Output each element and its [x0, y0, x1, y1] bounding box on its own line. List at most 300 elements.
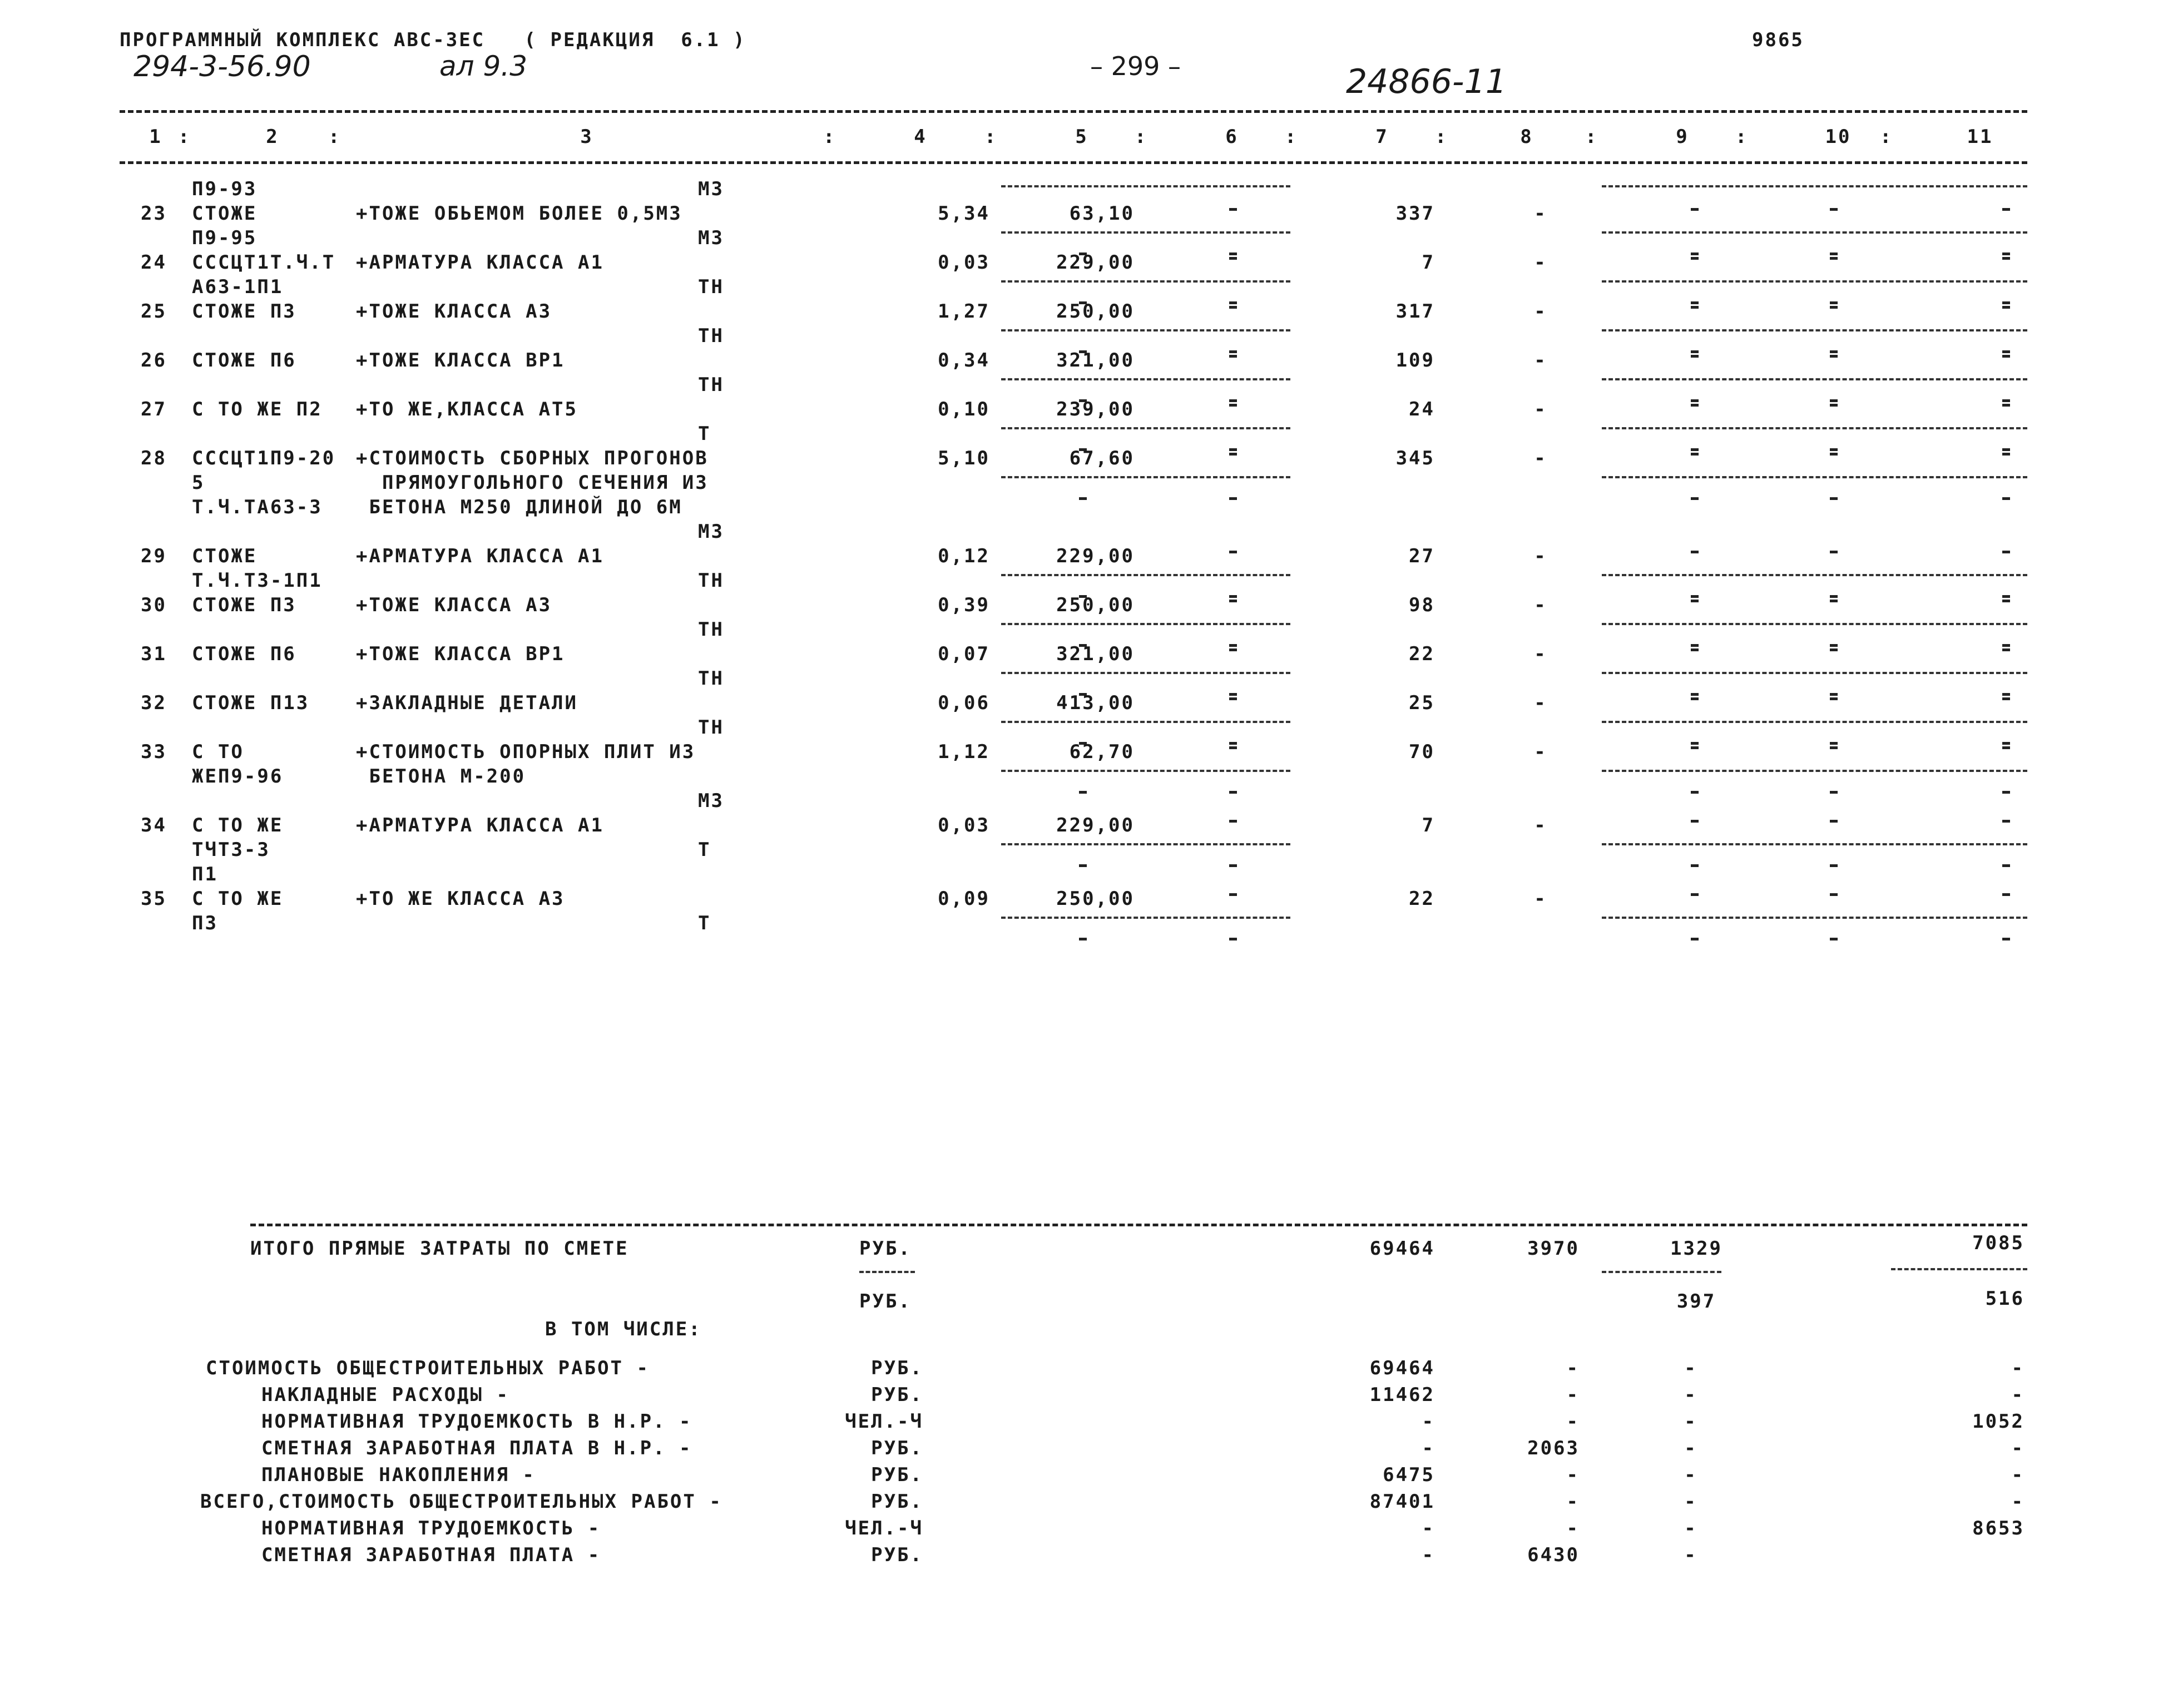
row-subrule-left [1001, 843, 1290, 845]
row-subrule-right [1602, 770, 2027, 772]
row-subrule-right [1602, 427, 2027, 429]
col11-dash [2002, 257, 2010, 260]
total-col8: 3970 [1527, 1237, 1580, 1260]
col9-dash [1691, 938, 1699, 940]
column-separator: : [1135, 126, 1148, 148]
summary-col8: - [1566, 1357, 1580, 1379]
row-col8: - [1534, 447, 1547, 469]
summary-col8: - [1566, 1410, 1580, 1433]
row-col8: - [1534, 251, 1547, 274]
row-code: ЖЕП9-96 [192, 765, 284, 788]
summary-col9: - [1684, 1357, 1697, 1379]
column-header-7: 7 [1375, 126, 1389, 148]
col10-dash [1830, 306, 1838, 309]
row-code: П3 [192, 912, 218, 934]
handwritten-album-ref: ал 9.3 [439, 50, 528, 82]
col10-dash [1830, 355, 1838, 358]
col9-dash [1691, 453, 1699, 456]
row-unit: Т [698, 839, 711, 861]
row-description: +ТОЖЕ КЛАССА ВР1 [356, 349, 565, 372]
row-code: ТЧТ3-3 [192, 839, 270, 861]
col6-dash [1229, 208, 1237, 211]
col10-dash [1830, 404, 1838, 407]
col6-dash [1229, 693, 1237, 696]
summary-col7: - [1422, 1437, 1435, 1459]
col6-dash [1229, 551, 1237, 553]
row-cost: 27 [1409, 545, 1435, 567]
row-code: А63-1П1 [192, 276, 284, 298]
summary-col11: - [2011, 1357, 2025, 1379]
row-subrule-left [1001, 672, 1290, 674]
row-unit-price: 250,00 [1056, 300, 1135, 323]
col10-dash [1830, 938, 1838, 940]
col11-dash [2002, 448, 2010, 451]
row-unit-price: 229,00 [1056, 814, 1135, 836]
first-subrule-left [1001, 185, 1290, 187]
col6-dash [1229, 864, 1237, 867]
column-separator: : [823, 126, 836, 148]
col10-dash [1830, 253, 1838, 255]
row-number: 33 [141, 741, 167, 763]
row-unit: ТН [698, 374, 724, 396]
row-unit-price: 239,00 [1056, 398, 1135, 420]
col11-underline [1891, 1268, 2027, 1270]
col9-dash [1691, 301, 1699, 304]
row-code: С ТО [192, 741, 244, 763]
summary-col9: - [1684, 1491, 1697, 1513]
column-separator: : [1880, 126, 1893, 148]
row-subrule-left [1001, 476, 1290, 478]
row-number: 35 [141, 888, 167, 910]
col9-dash [1691, 697, 1699, 700]
program-header: ПРОГРАММНЫЙ КОМПЛЕКС АВС-3ЕС ( РЕДАКЦИЯ 6.1 ) [120, 29, 746, 51]
summary-col11: - [2011, 1437, 2025, 1459]
col11-dash [2002, 497, 2010, 500]
col11-dash [2002, 208, 2010, 211]
row-col8: - [1534, 545, 1547, 567]
summary-col11: - [2011, 1464, 2025, 1486]
total-col7: 69464 [1369, 1237, 1435, 1260]
col6-dash [1229, 746, 1237, 749]
summary-unit: РУБ. [871, 1357, 923, 1379]
col10-dash [1830, 257, 1838, 260]
col6-dash [1229, 595, 1237, 598]
column-separator: : [1735, 126, 1749, 148]
column-separator: : [1585, 126, 1598, 148]
row-unit-price: 413,00 [1056, 692, 1135, 714]
col10-dash [1830, 746, 1838, 749]
row-unit-price: 63,10 [1069, 202, 1135, 225]
row-code: Т.Ч.Т3-1П1 [192, 570, 323, 592]
row-quantity: 5,10 [938, 447, 990, 469]
row-number: 24 [141, 251, 167, 274]
row-number: 26 [141, 349, 167, 372]
summary-unit: РУБ. [871, 1464, 923, 1486]
row-description: БЕТОНА М-200 [356, 765, 526, 788]
col6-dash [1229, 820, 1237, 823]
summary-col7: - [1422, 1517, 1435, 1539]
first-subrule-right [1602, 185, 2027, 187]
row-unit: ТН [698, 570, 724, 592]
row-cost: 7 [1422, 814, 1435, 836]
row-number: 27 [141, 398, 167, 420]
row-unit: ТН [698, 618, 724, 641]
col10-dash [1830, 742, 1838, 745]
row-code: СТОЖЕ П6 [192, 349, 296, 372]
column-header-6: 6 [1225, 126, 1239, 148]
row-col8: - [1534, 594, 1547, 616]
col11-dash [2002, 306, 2010, 309]
col9-dash [1691, 208, 1699, 211]
summary-unit: РУБ. [871, 1437, 923, 1459]
row-col8: - [1534, 741, 1547, 763]
row-cost: 24 [1409, 398, 1435, 420]
row-description: +ТО ЖЕ КЛАССА А3 [356, 888, 565, 910]
row-quantity: 0,09 [938, 888, 990, 910]
row-description: +ТОЖЕ ОБЬЕМОМ БОЛЕЕ 0,5М3 [356, 202, 682, 225]
row-number: 31 [141, 643, 167, 665]
col11-dash [2002, 551, 2010, 553]
col6-dash [1229, 355, 1237, 358]
column-header-3: 3 [580, 126, 593, 148]
row-cost: 337 [1395, 202, 1435, 225]
col10-dash [1830, 453, 1838, 456]
row-quantity: 0,07 [938, 643, 990, 665]
row-code: СТОЖЕ П3 [192, 594, 296, 616]
col9-dash [1691, 404, 1699, 407]
row-unit: ТН [698, 325, 724, 347]
column-header-5: 5 [1075, 126, 1088, 148]
row-subrule-right [1602, 280, 2027, 283]
col9-dash [1691, 600, 1699, 602]
row-code: 5 [192, 472, 205, 494]
row-unit-price: 250,00 [1056, 888, 1135, 910]
row-code: СТОЖЕ П13 [192, 692, 310, 714]
row-subrule-left [1001, 378, 1290, 380]
col10-dash [1830, 448, 1838, 451]
row-code: П9-95 [192, 227, 258, 249]
row-subrule-right [1602, 476, 2027, 478]
column-separator: : [984, 126, 998, 148]
summary-label: ПЛАНОВЫЕ НАКОПЛЕНИЯ - [261, 1464, 536, 1486]
row-cost: 22 [1409, 888, 1435, 910]
row-col8: - [1534, 202, 1547, 225]
col9-dash [1691, 742, 1699, 745]
col9-dash [1691, 648, 1699, 651]
col9-dash [1691, 595, 1699, 598]
row-code: СССЦТ1П9-20 [192, 447, 336, 469]
column-separator: : [1285, 126, 1298, 148]
handwritten-number: 24866-11 [1346, 62, 1507, 101]
col10-dash [1830, 697, 1838, 700]
col6-dash [1229, 257, 1237, 260]
col11-dash [2002, 791, 2010, 794]
column-header-2: 2 [266, 126, 279, 148]
row-unit-price: 229,00 [1056, 545, 1135, 567]
col5-dash [1079, 497, 1087, 500]
summary-unit: РУБ. [871, 1384, 923, 1406]
total-col11: 7085 [1972, 1232, 2025, 1254]
row-subrule-right [1602, 843, 2027, 845]
row-cost: 98 [1409, 594, 1435, 616]
row-code: С ТО ЖЕ [192, 814, 284, 836]
column-separator: : [1435, 126, 1448, 148]
summary-col9: - [1684, 1517, 1697, 1539]
col6-dash [1229, 938, 1237, 940]
row-subrule-left [1001, 623, 1290, 625]
col9-dash [1691, 893, 1699, 896]
summary-col9: - [1684, 1384, 1697, 1406]
column-separator: : [328, 126, 341, 148]
col5-dash [1079, 864, 1087, 867]
col6-dash [1229, 742, 1237, 745]
row-code: СССЦТ1Т.Ч.Т [192, 251, 336, 274]
unit-underline [859, 1271, 915, 1273]
total-rule [250, 1224, 2027, 1226]
col10-dash [1830, 595, 1838, 598]
row-col8: - [1534, 692, 1547, 714]
col10-dash [1830, 497, 1838, 500]
row-subrule-right [1602, 917, 2027, 919]
row-quantity: 0,39 [938, 594, 990, 616]
column-header-8: 8 [1520, 126, 1533, 148]
row-code: СТОЖЕ П6 [192, 643, 296, 665]
summary-label: СМЕТНАЯ ЗАРАБОТНАЯ ПЛАТА В Н.Р. - [261, 1437, 692, 1459]
column-header-1: 1 [149, 126, 162, 148]
col5-dash [1079, 791, 1087, 794]
col10-dash [1830, 350, 1838, 353]
row-unit: М3 [698, 227, 724, 249]
col11-dash [2002, 820, 2010, 823]
col11-dash [2002, 644, 2010, 647]
row-unit-price: 229,00 [1056, 251, 1135, 274]
summary-label: СМЕТНАЯ ЗАРАБОТНАЯ ПЛАТА - [261, 1544, 601, 1566]
row-subrule-left [1001, 231, 1290, 234]
col9-dash [1691, 864, 1699, 867]
row-subrule-right [1602, 329, 2027, 331]
row-col8: - [1534, 888, 1547, 910]
col9-dash [1691, 551, 1699, 553]
col9-dash [1691, 306, 1699, 309]
row-subrule-left [1001, 917, 1290, 919]
row-code: С ТО ЖЕ П2 [192, 398, 323, 420]
header-bottom-rule [120, 161, 2027, 164]
col6-dash [1229, 644, 1237, 647]
row-unit-price: 250,00 [1056, 594, 1135, 616]
row-cost: 109 [1395, 349, 1435, 372]
col11-dash [2002, 301, 2010, 304]
summary-col8: 2063 [1527, 1437, 1580, 1459]
summary-col11: - [2011, 1491, 2025, 1513]
total-label: ИТОГО ПРЯМЫЕ ЗАТРАТЫ ПО СМЕТЕ [250, 1237, 629, 1260]
total-unit2: РУБ. [859, 1290, 912, 1313]
col11-dash [2002, 355, 2010, 358]
col11-dash [2002, 746, 2010, 749]
summary-col8: 6430 [1527, 1544, 1580, 1566]
summary-label: СТОИМОСТЬ ОБЩЕСТРОИТЕЛЬНЫХ РАБОТ - [206, 1357, 650, 1379]
row-description: +АРМАТУРА КЛАССА А1 [356, 545, 604, 567]
row-code: П1 [192, 863, 218, 885]
col10-dash [1830, 864, 1838, 867]
col6-dash [1229, 791, 1237, 794]
summary-col11: 8653 [1972, 1517, 2025, 1539]
summary-col9: - [1684, 1410, 1697, 1433]
col10-dash [1830, 820, 1838, 823]
row-description: +ТОЖЕ КЛАССА А3 [356, 594, 552, 616]
col9-dash [1691, 399, 1699, 402]
col10-dash [1830, 301, 1838, 304]
row-quantity: 1,12 [938, 741, 990, 763]
col11-dash [2002, 648, 2010, 651]
summary-col8: - [1566, 1464, 1580, 1486]
row-code: СТОЖЕ [192, 202, 258, 225]
col11-dash [2002, 350, 2010, 353]
row-subrule-right [1602, 623, 2027, 625]
row-unit: ТН [698, 716, 724, 739]
row-cost: 345 [1395, 447, 1435, 469]
col6-dash [1229, 306, 1237, 309]
col9-dash [1691, 257, 1699, 260]
summary-col7: 69464 [1369, 1357, 1435, 1379]
col9-underline [1602, 1271, 1721, 1273]
col10-dash [1830, 791, 1838, 794]
col9-dash [1691, 355, 1699, 358]
col9-dash [1691, 644, 1699, 647]
row-subrule-right [1602, 672, 2027, 674]
row-description: +ЗАКЛАДНЫЕ ДЕТАЛИ [356, 692, 578, 714]
col6-dash [1229, 893, 1237, 896]
header-top-rule [120, 110, 2027, 113]
col9-dash [1691, 693, 1699, 696]
row-unit: М3 [698, 790, 724, 812]
row-unit: М3 [698, 178, 724, 200]
summary-label: НОРМАТИВНАЯ ТРУДОЕМКОСТЬ - [261, 1517, 601, 1539]
summary-col9: - [1684, 1464, 1697, 1486]
row-number: 25 [141, 300, 167, 323]
row-unit-price: 67,60 [1069, 447, 1135, 469]
row-number: 30 [141, 594, 167, 616]
col11-dash [2002, 595, 2010, 598]
row-cost: 317 [1395, 300, 1435, 323]
summary-unit: ЧЕЛ.-Ч [845, 1410, 923, 1433]
row-subrule-right [1602, 721, 2027, 723]
col6-dash [1229, 399, 1237, 402]
row-description: +АРМАТУРА КЛАССА А1 [356, 251, 604, 274]
total-col9b: 397 [1676, 1290, 1716, 1313]
col5-dash [1079, 938, 1087, 940]
col11-dash [2002, 453, 2010, 456]
row-code: Т.Ч.ТА63-3 [192, 496, 323, 518]
summary-unit: ЧЕЛ.-Ч [845, 1517, 923, 1539]
row-unit: Т [698, 423, 711, 445]
total-col9: 1329 [1670, 1237, 1722, 1260]
row-subrule-left [1001, 280, 1290, 283]
summary-col11: - [2011, 1384, 2025, 1406]
summary-col8: - [1566, 1384, 1580, 1406]
including-label: В ТОМ ЧИСЛЕ: [545, 1318, 702, 1340]
summary-col7: 87401 [1369, 1491, 1435, 1513]
row-description: +СТОИМОСТЬ ОПОРНЫХ ПЛИТ ИЗ [356, 741, 696, 763]
row-cost: 70 [1409, 741, 1435, 763]
col11-dash [2002, 399, 2010, 402]
row-col8: - [1534, 643, 1547, 665]
row-quantity: 0,12 [938, 545, 990, 567]
col11-dash [2002, 253, 2010, 255]
summary-label: НАКЛАДНЫЕ РАСХОДЫ - [261, 1384, 509, 1406]
summary-col8: - [1566, 1517, 1580, 1539]
document-code: 9865 [1752, 29, 1804, 51]
row-subrule-left [1001, 427, 1290, 429]
column-header-9: 9 [1676, 126, 1689, 148]
handwritten-project-ref: 294-3-56.90 [133, 50, 311, 83]
col11-dash [2002, 864, 2010, 867]
summary-col7: 6475 [1383, 1464, 1435, 1486]
summary-col11: 1052 [1972, 1410, 2025, 1433]
row-col8: - [1534, 300, 1547, 323]
summary-unit: РУБ. [871, 1491, 923, 1513]
row-description: +СТОИМОСТЬ СБОРНЫХ ПРОГОНОВ [356, 447, 709, 469]
row-quantity: 0,03 [938, 814, 990, 836]
summary-col7: 11462 [1369, 1384, 1435, 1406]
col9-dash [1691, 791, 1699, 794]
row-quantity: 0,03 [938, 251, 990, 274]
row-number: 28 [141, 447, 167, 469]
row-subrule-right [1602, 574, 2027, 576]
row-unit: ТН [698, 667, 724, 690]
summary-label: ВСЕГО,СТОИМОСТЬ ОБЩЕСТРОИТЕЛЬНЫХ РАБОТ - [200, 1491, 722, 1513]
col10-dash [1830, 644, 1838, 647]
col10-dash [1830, 551, 1838, 553]
summary-col7: - [1422, 1410, 1435, 1433]
col6-dash [1229, 497, 1237, 500]
col10-dash [1830, 648, 1838, 651]
column-header-11: 11 [1967, 126, 1993, 148]
col9-dash [1691, 448, 1699, 451]
col10-dash [1830, 600, 1838, 602]
col6-dash [1229, 253, 1237, 255]
summary-label: НОРМАТИВНАЯ ТРУДОЕМКОСТЬ В Н.Р. - [261, 1410, 692, 1433]
col9-dash [1691, 820, 1699, 823]
column-header-4: 4 [914, 126, 927, 148]
col10-dash [1830, 208, 1838, 211]
row-subrule-left [1001, 329, 1290, 331]
row-number: 29 [141, 545, 167, 567]
row-code: С ТО ЖЕ [192, 888, 284, 910]
column-separator: : [178, 126, 191, 148]
col11-dash [2002, 697, 2010, 700]
row-quantity: 1,27 [938, 300, 990, 323]
row-subrule-left [1001, 574, 1290, 576]
summary-col8: - [1566, 1491, 1580, 1513]
col6-dash [1229, 350, 1237, 353]
row-cost: 25 [1409, 692, 1435, 714]
col9-dash [1691, 350, 1699, 353]
row-subrule-left [1001, 721, 1290, 723]
col11-dash [2002, 600, 2010, 602]
row-description: +АРМАТУРА КЛАССА А1 [356, 814, 604, 836]
row-code: П9-93 [192, 178, 258, 200]
row-subrule-right [1602, 231, 2027, 234]
column-header-10: 10 [1825, 126, 1852, 148]
row-unit-price: 321,00 [1056, 349, 1135, 372]
col6-dash [1229, 301, 1237, 304]
col6-dash [1229, 600, 1237, 602]
col11-dash [2002, 742, 2010, 745]
row-subrule-right [1602, 378, 2027, 380]
col9-dash [1691, 497, 1699, 500]
row-quantity: 0,10 [938, 398, 990, 420]
row-description: БЕТОНА М250 ДЛИНОЙ ДО 6М [356, 496, 682, 518]
